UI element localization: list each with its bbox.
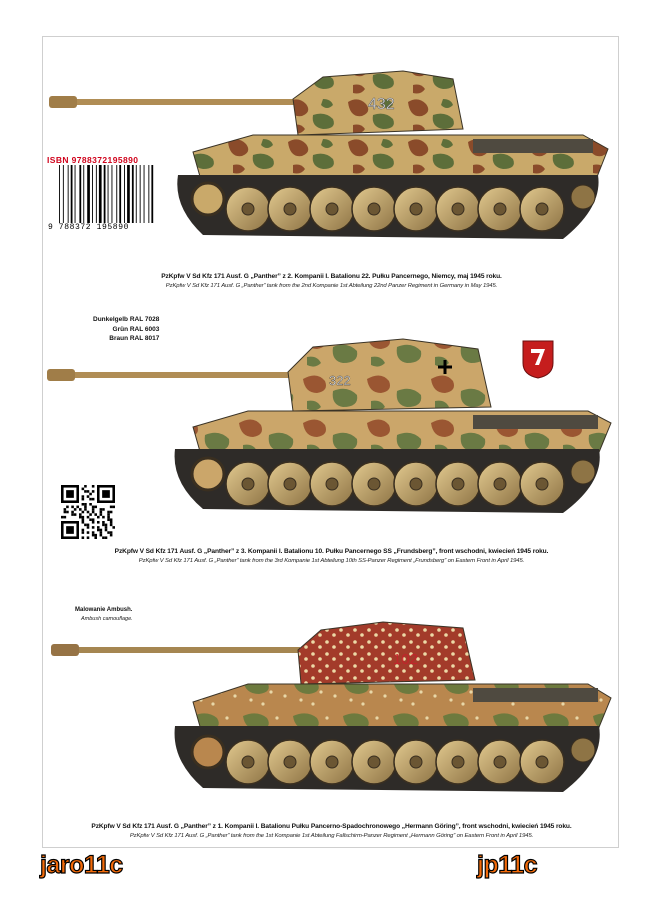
- isbn-label: ISBN 9788372195890: [47, 155, 139, 165]
- barcode-number: 9 788372 195890: [48, 223, 130, 232]
- ambush-label-pl: Malowanie Ambush.: [75, 607, 133, 613]
- caption-en-1: PzKpfw V Sd Kfz 171 Ausf. G „Panther” tank from the 2nd Kompanie 1st Abteilung 22nd Panzer Regiment in Germany in May 1945.: [165, 283, 498, 289]
- watermark-left: jaro11c: [40, 851, 123, 879]
- caption-pl-3: PzKpfw V Sd Kfz 171 Ausf. G „Panther” z 1. Kompanii I. Batalionu Pułku Pancerno-Spadochronowego „Hermann Göring”, front wschodni, kwiecień 1945 roku.: [91, 823, 572, 830]
- color-brown: Braun RAL 8017: [109, 335, 160, 342]
- qr-code-image: [61, 485, 115, 539]
- caption-en-2: PzKpfw V Sd Kfz 171 Ausf. G „Panther” tank from the 3rd Kompanie 1st Abteilung 10th SS-Panzer Regiment „Frundsberg” on Eastern Front in April 1945.: [138, 558, 525, 564]
- turret-number-1: 432: [368, 96, 395, 113]
- turret-number-2: 322: [329, 373, 351, 388]
- caption-pl-2: PzKpfw V Sd Kfz 171 Ausf. G „Panther” z 3. Kompanii I. Batalionu 10. Pułku Pancernego SS „Frundsberg”, front wschodni, kwiecień 1945 roku.: [114, 548, 549, 555]
- caption-en-3: PzKpfw V Sd Kfz 171 Ausf. G „Panther” tank from the 1st Kompanie 1st Abteilung Fallschirm-Panzer Regiment „Hermann Göring” on Eastern Front in April 1945.: [129, 833, 534, 839]
- caption-pl-1: PzKpfw V Sd Kfz 171 Ausf. G „Panther” z 2. Kompanii I. Batalionu 22. Pułku Pancernego, Niemcy, maj 1945 roku.: [161, 273, 502, 280]
- tank-profile-1: [43, 57, 620, 257]
- ambush-label-en: Ambush camouflage.: [81, 616, 133, 622]
- color-green: Grün RAL 6003: [112, 325, 160, 333]
- watermark-right: jp11c: [477, 851, 538, 879]
- turret-number-3: 102: [393, 651, 419, 668]
- tank-profile-3: [43, 602, 620, 817]
- tank-profile-2: [43, 327, 620, 532]
- color-dunkelgelb: Dunkelgelb RAL 7028: [93, 316, 160, 323]
- profile-plate-page: [42, 36, 619, 848]
